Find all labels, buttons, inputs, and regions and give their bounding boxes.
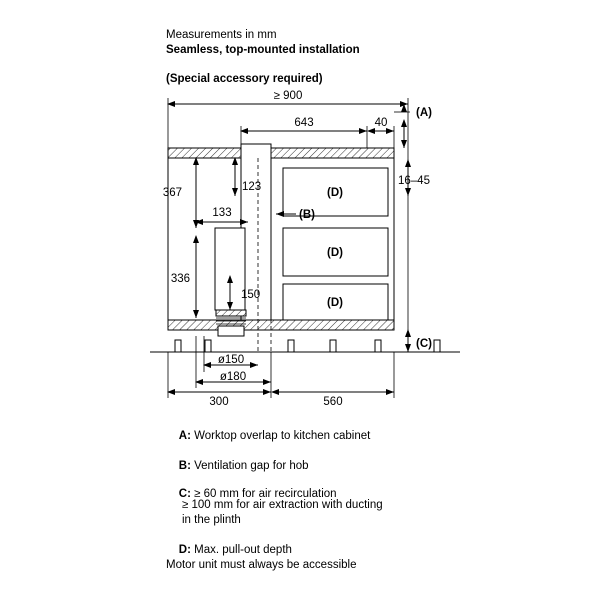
dimension-300-label: 300 (209, 396, 229, 408)
legend-b-key: B: (178, 460, 191, 472)
dimension-150-label: 150 (241, 289, 261, 301)
drawer-boxes (283, 168, 388, 320)
dimension-560-label: 560 (323, 396, 343, 408)
dimension-diam-150-label: ø150 (217, 354, 245, 366)
dimension-16-45 (398, 160, 430, 196)
legend-c-text: ≥ 60 mm for air recirculation (190, 488, 337, 500)
legend-c-extra-2: in the plinth (182, 514, 241, 526)
worktop-slab (168, 148, 394, 158)
dimension-diam-180-label: ø180 (219, 371, 247, 383)
legend-a-text: Worktop overlap to kitchen cabinet (190, 430, 371, 442)
dimension-643-label: 643 (294, 117, 314, 129)
callout-c-group (408, 330, 432, 352)
header-line-installation-type: Seamless, top-mounted installation (166, 44, 360, 56)
dimension-336 (171, 236, 196, 318)
header-line-measurements: Measurements in mm (166, 29, 277, 41)
legend-c-extra-1: ≥ 100 mm for air extraction with ducting (182, 499, 383, 511)
callout-c-label: (C) (416, 338, 432, 350)
dimension-16-45-label: 16–45 (398, 175, 430, 187)
dimension-133-label: 133 (212, 207, 232, 219)
drawer-label-1: (D) (327, 187, 343, 199)
dimension-overall-width-label: ≥ 900 (273, 90, 303, 102)
floor-line (150, 340, 460, 352)
legend-d-text: Max. pull-out depth (190, 544, 292, 556)
legend-b-text: Ventilation gap for hob (190, 460, 309, 472)
legend-d-key: D: (178, 544, 191, 556)
drawer-label-2: (D) (327, 247, 343, 259)
callout-b-label: (B) (299, 209, 315, 221)
dimension-336-label: 336 (170, 273, 190, 285)
legend-motor-note: Motor unit must always be accessible (166, 559, 357, 571)
dimension-40 (368, 126, 394, 148)
dimension-367-label: 367 (162, 187, 182, 199)
dimension-diam-150 (204, 336, 258, 372)
dimension-123-label: 123 (242, 181, 262, 193)
dimension-560 (272, 352, 394, 408)
callout-a-label: (A) (416, 107, 432, 119)
legend-a-key: A: (178, 430, 191, 442)
dimension-40-label: 40 (374, 117, 388, 129)
dimension-133 (196, 207, 248, 222)
hob-motor-unit (215, 144, 271, 336)
legend-c-key: C: (178, 488, 191, 500)
callout-a-group (394, 104, 432, 148)
drawer-label-3: (D) (327, 297, 343, 309)
header-line-accessory: (Special accessory required) (166, 73, 323, 85)
